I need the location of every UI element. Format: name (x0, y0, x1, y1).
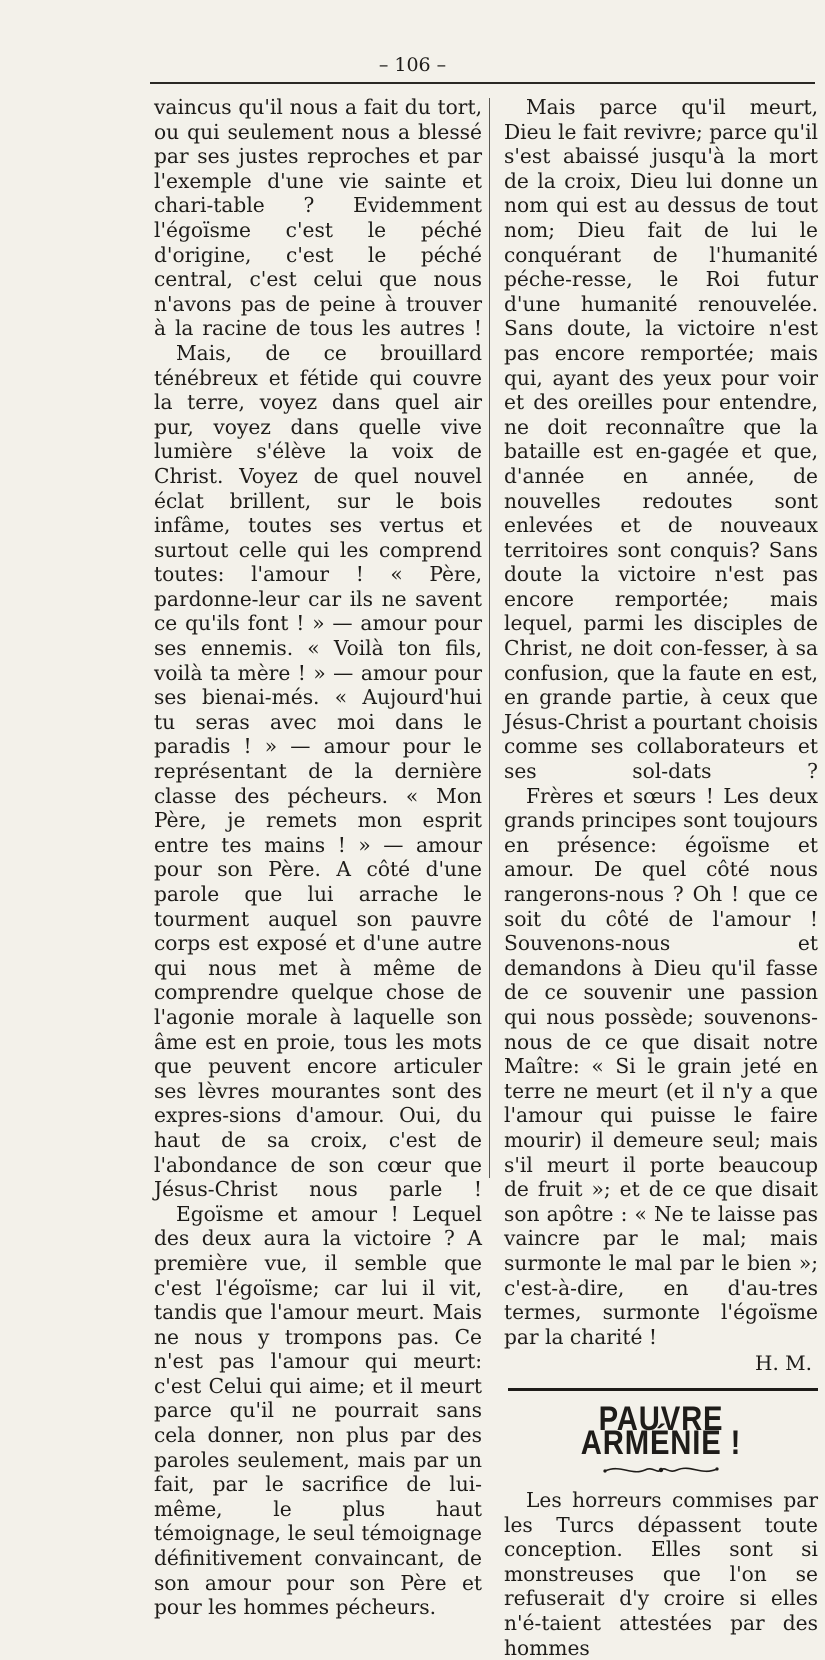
paragraph: Egoïsme et amour ! Lequel des deux aura la victoire ? A première vue, il semble que c'est l'égoïsme; car lui il vit, tandis que l'amour meurt. Mais ne nous y trompons pas. Ce n'est pas l'amour qui meurt: c'est Celui qui aime; et il meurt parce qu'il ne pourrait sans cela donner, non plus par des paroles seulement, mais par un fait, par le sacrifice de lui-même, le plus haut témoignage, le seul témoignage définitivement convaincant, de son amour pour son Père et pour les hommes pécheurs. (154, 1201, 482, 1620)
paragraph: Frères et sœurs ! Les deux grands principes sont toujours en présence: égoïsme et amour. De quel côté nous rangerons-nous ? Oh ! que ce soit du côté de l'amour ! Souvenons-nous et demandons à Dieu qu'il fasse de ce souvenir une passion qui nous possède; souvenons-nous de ce que disait notre Maître: « Si le grain jeté en terre ne meurt (et il n'y a que l'amour qui puisse le faire mourir) il demeure seul; mais s'il meurt il porte beaucoup de fruit »; et de ce que disait son apôtre : « Ne te laisse pas vaincre par le mal; mais surmonte le mal par le bien »; c'est-à-dire, en d'au-tres termes, surmonte l'égoïsme par la charité ! (504, 783, 818, 1349)
left-column (154, 95, 482, 1620)
signature: H. M. (755, 1351, 812, 1376)
section-body: Les horreurs commises par les Turcs dépassent toute conception. Elles sont si monstreuses que l'on se refuserait d'y croire si elles n'é-taient attestées par des hommes (504, 1488, 818, 1660)
page-number: – 106 – (378, 54, 447, 76)
paragraph: Mais, de ce brouillard ténébreux et fétide qui couvre la terre, voyez dans quel air pur, voyez dans quelle vive lumière s'élève la voix de Christ. Voyez de quel nouvel éclat brillent, sur le bois infâme, toutes ses vertus et surtout celle qui les comprend toutes: l'amour ! « Père, pardonne-leur car ils ne savent ce qu'ils font ! » — amour pour ses ennemis. « Voilà ton fils, voilà ta mère ! » — amour pour ses bienai-més. « Aujourd'hui tu seras avec moi dans le paradis ! » — amour pour le représentant de la dernière classe des pécheurs. « Mon Père, je remets mon esprit entre tes mains ! » — amour pour son Père. A côté d'une parole que lui arrache le tourment auquel son pauvre corps est exposé et d'une autre qui nous met à même de comprendre quelque chose de l'agonie morale à laquelle son âme est en proie, tous les mots que peuvent encore articuler ses lèvres mourantes sont des expres-sions d'amour. Oui, du haut de sa croix, c'est de l'abondance de son cœur que Jésus-Christ nous parle ! (154, 340, 482, 1202)
section-rule (508, 1388, 818, 1391)
section-title: PAUVRE ARMÉNIE ! (580, 1399, 742, 1463)
column-divider (489, 98, 490, 1178)
right-column (504, 95, 818, 1660)
paragraph: vaincus qu'il nous a fait du tort, ou qui seulement nous a blessé par ses justes reproches et par l'exemple d'une vie sainte et chari-table ? Evidemment l'égoïsme c'est le péché d'origine, c'est le péché central, c'est celui que nous n'avons pas de peine à trouver à la racine de tous les autres ! (154, 95, 482, 341)
ornament-icon (601, 1462, 721, 1478)
header-rule (150, 82, 815, 84)
paragraph: Mais parce qu'il meurt, Dieu le fait revivre; parce qu'il s'est abaissé jusqu'à la mort de la croix, Dieu lui donne un nom qui est au dessus de tout nom; Dieu fait de lui le conquérant de l'humanité péche-resse, le Roi futur d'une humanité renouvelée. Sans doute, la victoire n'est pas encore remportée; mais qui, ayant des yeux pour voir et des oreilles pour entendre, ne doit reconnaître que la bataille est en-gagée et que, d'année en année, de nouvelles redoutes sont enlevées et de nouveaux territoires sont conquis? Sans doute la victoire n'est pas encore remportée; mais lequel, parmi les disciples de Christ, ne doit con-fesser, à sa confusion, que la faute en est, en grande partie, à ceux que Jésus-Christ a pourtant choisis comme ses collaborateurs et ses sol-dats ? (504, 95, 818, 784)
